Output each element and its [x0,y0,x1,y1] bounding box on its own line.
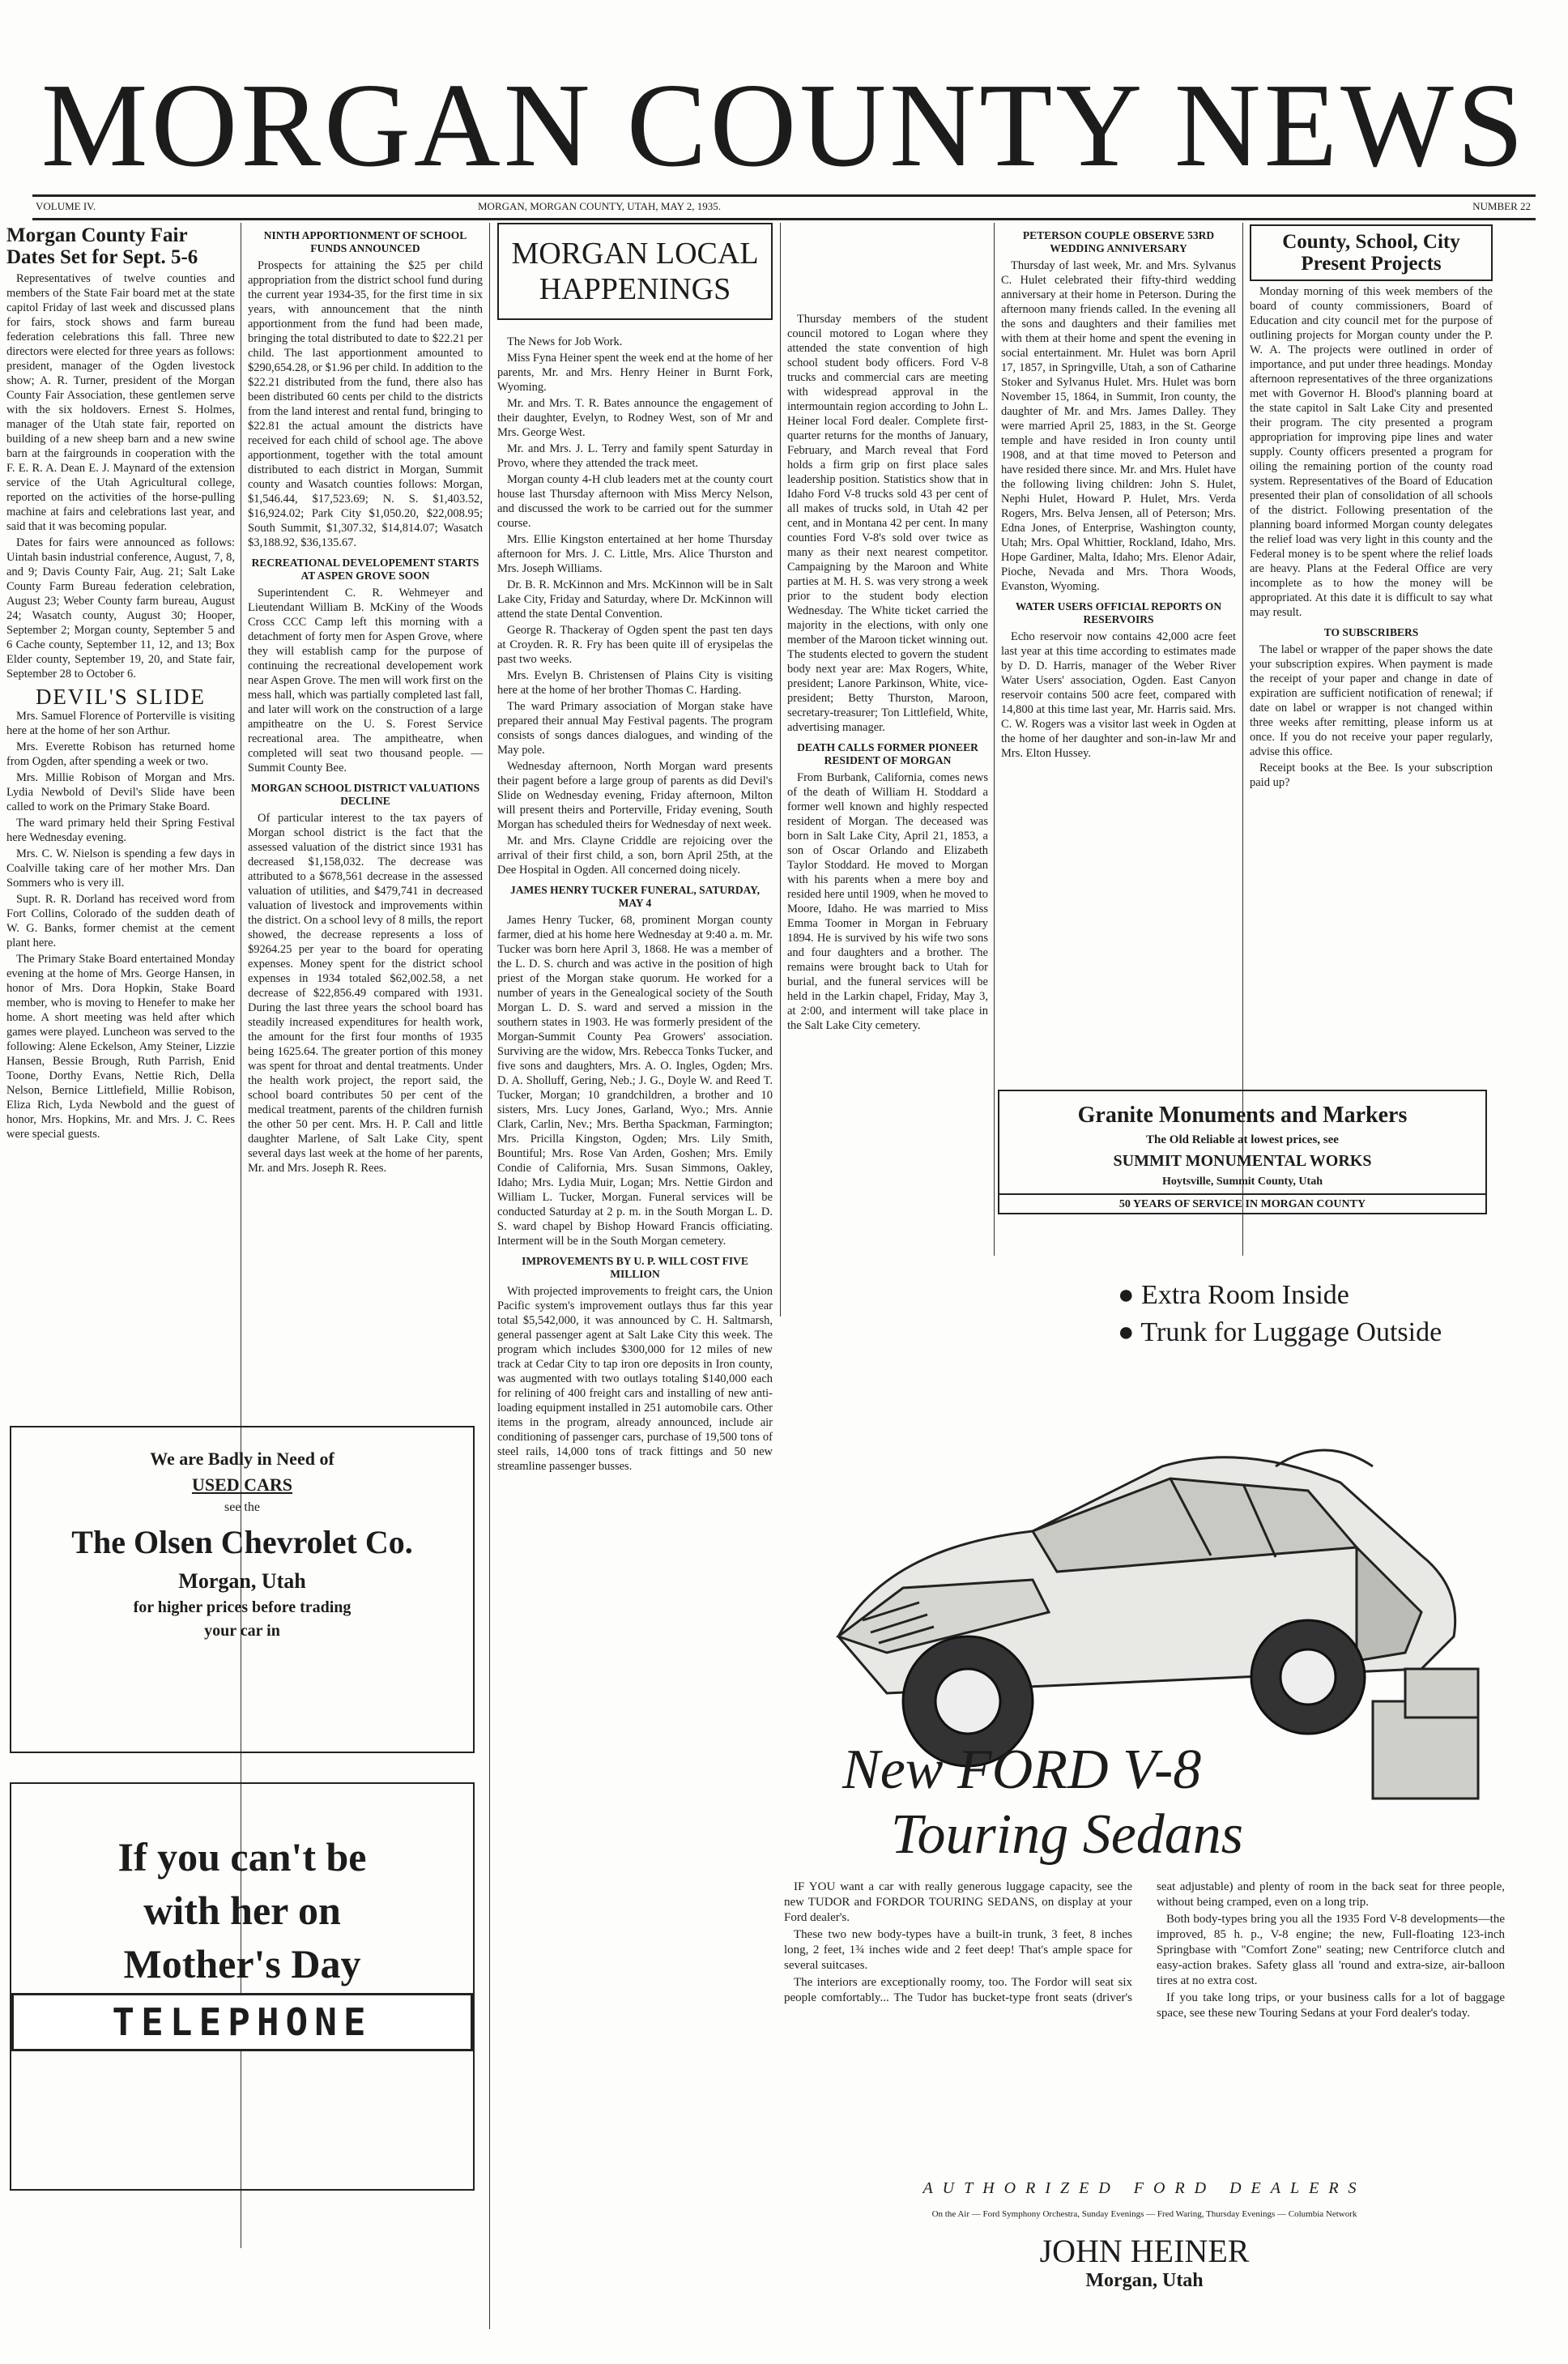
projects-article: Monday morning of this week members of the board of county commissioners, Board of Education and city council met for the purpose of outlining projects for Morgan county under the P. W. A. The projects were outlined in order of importance, and put under three headings. Monday afternoon representatives of the three organizations met with Governor H. Blood's planning board at the state capitol in Salt Lake City and presented their program. The city presented a program appropriation for improving pipe lines and water supply. County officers presented a program for oiling the remaining portion of the county road system. Representatives of the Board of Education presented their plan of consolidation of all schools of the district. Following presentation of the planning board informed Morgan county delegates the relief load was very light in this county and the Federal money is to be spent where the relief loads are heavy. Plans at the Federal Office are very incomplete as to how the money will be appropriated. At this date it is difficult to say what may result. [1250,285,1493,619]
olsen-town: Morgan, Utah [178,1569,306,1593]
olsen-line3: see the [224,1500,260,1514]
local-item: The News for Job Work. [507,335,623,348]
ford-paragraph: IF YOU want a car with really generous luggage capacity, see the new TUDOR and FORDOR TOURING SEDANS, on display at your Ford dealer's. [784,1880,1132,1924]
mother-line2: with her on [143,1888,341,1933]
place-date: MORGAN, MORGAN COUNTY, UTAH, MAY 2, 1935. [478,200,722,212]
ford-bullet2: ● Trunk for Luggage Outside [1118,1317,1442,1347]
olsen-line6: for higher prices before trading [133,1598,352,1616]
slide-item: Mrs. Millie Robison of Morgan and Mrs. Lydia Newbold of Devil's Slide have been called to work on the Primary Stake Board. [6,771,235,813]
local-item: Mr. and Mrs. T. R. Bates announce the engagement of their daughter, Evelyn, to Rodney West, son of Mr and Mrs. George West. [497,397,773,439]
local-item: Mrs. Evelyn B. Christensen of Plains City is visiting here at the home of her brother Thomas C. Harding. [497,669,773,697]
olsen-line7: your car in [204,1622,280,1640]
apportionment-article: Prospects for attaining the $25 per child appropriation from the district school fund during the current year 1934-35, for the first time in six years, with announcement that the ninth apportionment from the fund had been made, bringing the total distributed to date to $22.21 per child. The last apportionment amounted to $290,654.28, or $1.96 per child. In addition to the $22.21 distributed from the fund, there also has been distributed 60 cents per child to the districts from the land interest and rental fund, bringing to $22.81 the actual amount the districts have received for each child of school age. The above apportionment, together with the total amount distributed to each district in Morgan, Summit county and Wasatch counties follows: Morgan, $1,546.44, $17,523.69; N. S. $1,403.52, $16,924.02; Park City $1,050.20, $22,008.95; South Summit, $1,307.32, $14,814.07; Wasatch $3,188.92, $36,135.67. [248,259,483,549]
ford-footer [784,2179,1505,2292]
local-item: Dr. B. R. McKinnon and Mrs. McKinnon will be in Salt Lake City, Friday and Saturday, where Dr. McKinnon will attend the state Dental Convention. [497,578,773,621]
column-5 [1001,223,1236,1215]
local-item: George R. Thackeray of Ogden spent the past ten days at Croyden. R. R. Fry has been quite ill of erysipelas the past two weeks. [497,624,773,666]
local-item: Mr. and Mrs. J. L. Terry and family spent Saturday in Provo, where they attended the track meet. [497,442,773,470]
ford-dealer-town: Morgan, Utah [1085,2270,1204,2291]
granite-title: Granite Monuments and Markers [1077,1103,1408,1128]
granite-line4: 50 YEARS OF SERVICE IN MORGAN COUNTY [999,1193,1485,1211]
devils-slide-heading: DEVIL'S SLIDE [35,685,207,709]
local-happenings-heading: MORGAN LOCAL HAPPENINGS [497,223,773,320]
column-6 [1250,223,1493,1215]
dateline [32,194,1536,220]
peterson-headline: PETERSON COUPLE OBSERVE 53RD WEDDING ANNIVERSARY [1022,229,1215,254]
olsen-line2: USED CARS [191,1474,293,1495]
slide-item: The Primary Stake Board entertained Monday evening at the home of Mrs. George Hansen, in honor of Mrs. Dora Hopkin, Stake Board member, who is moving to Henefer to make her home. A short meeting was held after which games were played. Luncheon was served to the following: Alene Eckelson, Amy Steiner, Lizzie Hansen, Bessie Brough, Ruth Parrish, Enid Toone, Dorthy Evans, Nettie Rich, Della Nelson, Bernice Littlefield, Millie Robison, Eliza Rich, Lyda Newbold and the guest of honor, Mrs. Hopkins, Mr. and Mrs. J. C. Rees were special guests. [6,953,235,1141]
ford-dealer-name: JOHN HEINER [1039,2233,1250,2269]
peterson-article: Thursday of last week, Mr. and Mrs. Sylvanus C. Hulet celebrated their fifty-third wedding anniversary at their home in Peterson. During the afternoon many friends called. In the evening all the sons and daughters and their families met with them at their home and spent the evening in social entertainment. Mr. Hulet was born April 17, 1857, in Springville, Utah, a son of Catharine Stoker and Sylvanus Hulet. Mrs. Hulet was born November 15, 1864, in Summit, Iron county, the daughter of Mr. and Mrs. James Dalley. They were married April 25, 1883, in the St. George temple and have resided in Iron county until 1908, and at that time moved to Peterson and have resided there since. Mr. and Mrs. Hulet have the following living children: John S. Hulet, Nephi Hulet, Howard P. Hulet, Mrs. Verda Rogers, Mrs. Belva Jensen, all of Peterson; Mrs. Edna Jones, of Enterprise, Washington county, Utah; Mrs. Opal Whittier, Rockland, Idaho, Mrs. Hope Gardiner, Malta, Idaho; Mrs. Elenor Adair, Pioche, Nevada and Mrs. Thora Woods, Evanston, Wyoming. [1001,259,1236,593]
union-pacific-headline: IMPROVEMENTS BY U. P. WILL COST FIVE MILLION [522,1255,748,1280]
ford-headline-1: New FORD V-8 [842,1739,1202,1801]
granite-line2: SUMMIT MONUMENTAL WORKS [1113,1152,1372,1170]
subscribers-article: The label or wrapper of the paper shows the date your subscription expires. When payment is made the receipt of your paper and change in date of expiration are sufficient notification of renewal; if date on label or wrapper is not changed within three weeks after remitting, please inform us at once. If you do not receive your paper regularly, advise this office. [1250,643,1493,758]
projects-headline: County, School, City Present Projects [1250,224,1493,281]
ford-headline-2: Touring Sedans [891,1803,1244,1866]
fair-headline: Morgan County Fair Dates Set for Sept. 5-6 [6,224,198,268]
local-item: Wednesday afternoon, North Morgan ward presents their pagent before a large group of parents as did Devil's Slide on Wednesday evening, Friday afternoon, Milton will present theirs and Porterville, Friday evening, South Morgan has scheduled theirs for Wednesday of next week. [497,760,773,831]
valuation-article: Of particular interest to the tax payers of Morgan school district is the fact that the assessed valuation of the district since 1931 has decreased $1,158,032. The decrease was attributed to a $678,561 decrease in the assessed valuation of utilities, and $479,741 in decreased valuation of livestock and improvements within the district. On a school levy of 8 mills, the report showed, the decrease represents a loss of $9264.25 per year to the board for operating expenses. Money spent for the district school expenses in 1934 totaled $62,002.58, a net decrease of $22,856.49 compared with 1931. During the last three years the school board has steadily increased expenditures for health work, the amount for the first four months of 1935 being 1625.64. The greater portion of this money was spent for throat and dental treatments. Under the health work project, the report said, the school board contributes 50 per cent of the medical treatment, parents of the children furnish the other 50 per cent. Mrs. H. P. Call and little daughter Marlene, of Salt Lake City, spent several days last week at the home of her parents, Mr. and Mrs. Joseph R. Rees. [248,812,483,1175]
local-item: Miss Fyna Heiner spent the week end at the home of her parents, Mr. and Mrs. Henry Heiner in Burnt Fork, Wyoming. [497,352,773,394]
ford-paragraph: The interiors are exceptionally roomy, too. The Fordor will seat six people comfortably... The Tudor has bucket-type front seats (driver's seat adjustable) and plenty of room in the back seat for three people, without being cramped, even on a long trip. [784,1880,1505,2004]
water-headline: WATER USERS OFFICIAL REPORTS ON RESERVOIRS [1015,600,1222,625]
column-rule [994,223,995,1256]
subscribers-headline: TO SUBSCRIBERS [1323,626,1419,638]
masthead: MORGAN COUNTY NEWS [40,59,1528,192]
fair-article: Representatives of twelve counties and members of the State Fair board met at the state capitol Friday of last week and discussed plans for fairs, stock shows and farm bureau federation celebrations this fall. Three new directors were elected for three years as follows: president, manager of the Ogden livestock show; A. R. Turner, president of the Morgan County Fair Association, these gentlemen serve with the six holdovers. Ernest S. Holmes, manager of the Utah state fair, reported on building of a new sheep barn and a new swine barn at the fairgrounds in cooperation with the F. E. R. A. Dean E. J. Maynard of the extension service of the Utah Agricultural college, reported on the activities of the horse-pulling machine at fairs and celebrations last year, and said that it was becoming popular. [6,272,235,533]
granite-line1: The Old Reliable at lowest prices, see [1146,1133,1339,1146]
union-pacific-article: With projected improvements to freight cars, the Union Pacific system's improvement outlays thus far this year total $5,542,000, it was announced by C. H. Saltmarsh, general passenger agent at Salt Lake City this week. The program which includes $300,000 for 12 miles of new track at Cedar City to tap iron ore deposits in Iron county, was augmented with two outlays totaling $140,000 each for relining of 400 freight cars and installing of new anti-loading equipment installed in 251 automobile cars. Other items in the program, already announced, include air conditioning of passenger cars, purchase of 19,500 tons of steel rails, 14,000 tons of track fittings and 50 new streamline passenger busses. [497,1285,773,1473]
local-item: The ward Primary association of Morgan stake have prepared their annual May Festival pagents. The program consists of songs dances dialogues, and winding of the May pole. [497,700,773,757]
column-3 [497,223,773,2345]
mother-line1: If you can't be [117,1834,367,1880]
recreation-headline: RECREATIONAL DEVELOPEMENT STARTS AT ASPEN GROVE SOON [251,557,479,582]
column-rule [780,223,781,1316]
slide-item: Mrs. Everette Robison has returned home from Ogden, after spending a week or two. [6,740,235,768]
slide-item: Supt. R. R. Dorland has received word from Fort Collins, Colorado of the sudden death of W. G. Banks, former chemist at the cement plant here. [6,893,235,949]
telephone-ad [10,1782,475,2191]
granite-line3: Hoytsville, Summit County, Utah [1162,1176,1323,1188]
column-4 [787,312,988,1308]
subscribers-tail: Receipt books at the Bee. Is your subscription paid up? [1250,762,1493,789]
ford-dealers: AUTHORIZED FORD DEALERS [922,2179,1366,2197]
death-headline: DEATH CALLS FORMER PIONEER RESIDENT OF MORGAN [797,741,978,766]
water-article: Echo reservoir now contains 42,000 acre feet last year at this time according to estimates made by D. D. Harris, manager of the Weber River Water Users' association, Ogden. East Canyon reservoir contains 500 acre feet, compared with 14,800 at this time last year, Mr. Harris said. Mrs. C. W. Rogers was a visitor last week in Ogden at the home of her daughter and son-in-law Mr and Mrs. Elton Hussey. [1001,630,1236,760]
telephone-banner: TELEPHONE [11,1993,473,2051]
recreation-article: Superintendent C. R. Wehmeyer and Lieutendant William B. McKiny of the Woods Cross CCC Camp left this morning with a detachment of forty men for Aspen Grove, where they will establish camp for the purpose of continuing the recreational developement work near Aspen Grove. The men will work first on the mess hall, which was partially completed last fall, and later will work on the construction of a large ampitheatre on the U. S. Forest Service recreational area. The ampitheatre, when completed will seat two thousand people. —Summit County Bee. [248,587,483,774]
volume: VOLUME IV. [36,200,96,212]
death-article: From Burbank, California, comes news of the death of William H. Stoddard a former well known and highly respected resident of Morgan. The deceased was born in Salt Lake City, April 21, 1853, a son of Oscar Orlando and Elizabeth Taylor Stoddard. He moved to Morgan with his parents when a mere boy and resided here until 1909, when he moved to Moore, Idaho. He was married to Miss Emma Toomer in Morgan in February 1894. He is survived by his wife two sons and four daughters and a brother. The remains were brought back to Utah for burial, and the funeral services will be held in the Larkin chapel, Friday, May 3, at 2:00, and interment will take place in the Salt Lake City cemetery. [787,771,988,1032]
local-item: Morgan county 4-H club leaders met at the county court house last Thursday afternoon with Miss Mercy Nelson, and discussed the work to be carried out for the summer course. [497,473,773,530]
slide-item: The ward primary held their Spring Festival here Wednesday evening. [6,817,235,844]
slide-item: Mrs. C. W. Nielson is spending a few days in Coalville taking care of her mother Mrs. Dan Sommers who is very ill. [6,847,235,890]
fair-dates: Dates for fairs were announced as follows: Uintah basin industrial conference, August, 7, 8, and 9; Davis County Fair, Aug. 21; Salt Lake County Farm Bureau federation celebration, August 23; Weber County farm bureau, August 24; Wasatch county, August 30; Hooper, September 2; Morgan county, September 5 and 6 Cache county, September 11, 12, and 13; Box Elder county, September 19, 20, and State fair, September 28 to October 6. [6,536,235,681]
ford-body-copy [784,1880,1505,2021]
olsen-chevrolet-ad [10,1426,475,1753]
ford-bullet1: ● Extra Room Inside [1118,1280,1349,1310]
local-item: Mrs. Ellie Kingston entertained at her home Thursday afternoon for Mrs. J. C. Little, Mrs. Alice Thurston and Mrs. Joseph Williams. [497,533,773,575]
student-ford-article: Thursday members of the student council motored to Logan where they attended the state convention of high school student body officers. Ford V-8 trucks and commercial cars are meeting with widespread approval in the intermountain region according to John L. Heiner local Ford dealer. Complete first-quarter returns for the months of January, February, and March reveal that Ford holds a firm grip on first place sales leadership position. Statistics show that in Idaho Ford V-8 trucks sold 43 per cent of all makes of trucks sold, in Utah 42 per cent, and in Montana 42 per cent. In many counties Ford V-8's sold over twice as many as their next nearest competitor. Campaigning by the Maroon and White parties at M. H. S. was very strong a week prior to the student body election Wednesday. The White ticket carried the majority in the elections, with only one member of the Maroon ticket winning out. The students elected to govern the student body next year are: Max Rogers, White, president; Lanore Parkinson, White, vice-president; Betty Thurston, Maroon, secretary-treasurer; Ton Littlefield, White, advertising manager. [787,313,988,734]
olsen-line1: We are Badly in Need of [150,1449,334,1469]
column-1 [6,223,235,1406]
valuation-headline: MORGAN SCHOOL DISTRICT VALUATIONS DECLINE [250,782,480,807]
issue-number: NUMBER 22 [1472,200,1531,212]
granite-monuments-ad [998,1090,1487,1214]
tucker-headline: JAMES HENRY TUCKER FUNERAL, SATURDAY, MAY 4 [509,884,761,909]
column-rule [489,223,490,2329]
olsen-name: The Olsen Chevrolet Co. [71,1524,413,1560]
local-item: Mr. and Mrs. Clayne Criddle are rejoicing over the arrival of their first child, a son, born April 25th, at the Dee Hospital in Ogden. All concerned doing nicely. [497,834,773,877]
column-2 [248,223,483,1406]
apportionment-headline: NINTH APPORTIONMENT OF SCHOOL FUNDS ANNOUNCED [263,229,467,254]
mother-line3: Mother's Day [123,1941,361,1986]
ford-radio: On the Air — Ford Symphony Orchestra, Sunday Evenings — Fred Waring, Thursday Evenings — Columbia Network [931,2209,1357,2219]
slide-item: Mrs. Samuel Florence of Porterville is visiting here at the home of her son Arthur. [6,710,235,737]
ford-paragraph: If you take long trips, or your business calls for a lot of baggage space, see these new Touring Sedans at your Ford dealer's today. [1157,1991,1505,2020]
ford-headline [842,1738,1425,1867]
ford-paragraph: These two new body-types have a built-in trunk, 3 feet, 8 inches long, 2 feet, 1¾ inches wide and 2 feet deep! That's ample space for several suitcases. [784,1928,1132,1972]
ford-paragraph: Both body-types bring you all the 1935 Ford V-8 developments—the improved, 85 h. p., V-8 engine; the new, Full-floating 123-inch Springbase with "Comfort Zone" seating; new Centriforce clutch and easy-action brakes. Safety glass all 'round and extra-size, air-balloon tires at no extra cost. [1157,1913,1505,1987]
tucker-article: James Henry Tucker, 68, prominent Morgan county farmer, died at his home here Wednesday at 9:40 a. m. Mr. Tucker was born here April 3, 1868. He was a member of the L. D. S. church and was active in the position of high priest of the Morgan stake quorum. He worked for a number of years in the Genealogical society of the South Morgan L. D. S. ward and served a mission in the southern states in 1903. He was formerly president of the Morgan-Summit County Pea Growers' association. Surviving are the widow, Mrs. Rebecca Tonks Tucker, and five sons and daughters, Mrs. A. O. Ingles, Ogden; Mrs. D. A. Sholluff, Gering, Neb.; J. G., Doyle W. and Reed T. Tucker, Morgan; 10 grandchildren, a brother and 10 sisters, Mrs. Lucy Jones, Garland, Wyo.; Mrs. Annie Clark, Carlin, Nev.; Mrs. Bertha Spackman, Farmington; Mrs. Pricilla Kingston, Ogden; Mrs. Lily Smith, Bountiful; Mrs. Rose Van Arden, Goshen; Mrs. Emily Condie of California, Mrs. Susan Simmons, Oakley, Idaho; Mrs. Lydia Muir, Logan; Mrs. Nettie Girdon and William L. Tucker, Morgan. Funeral services will be conducted Saturday at 2 p. m. in the South Morgan L. D. S. ward chapel by Bishop Howard Francis officiating. Interment will be in the South Morgan cemetery. [497,914,773,1248]
